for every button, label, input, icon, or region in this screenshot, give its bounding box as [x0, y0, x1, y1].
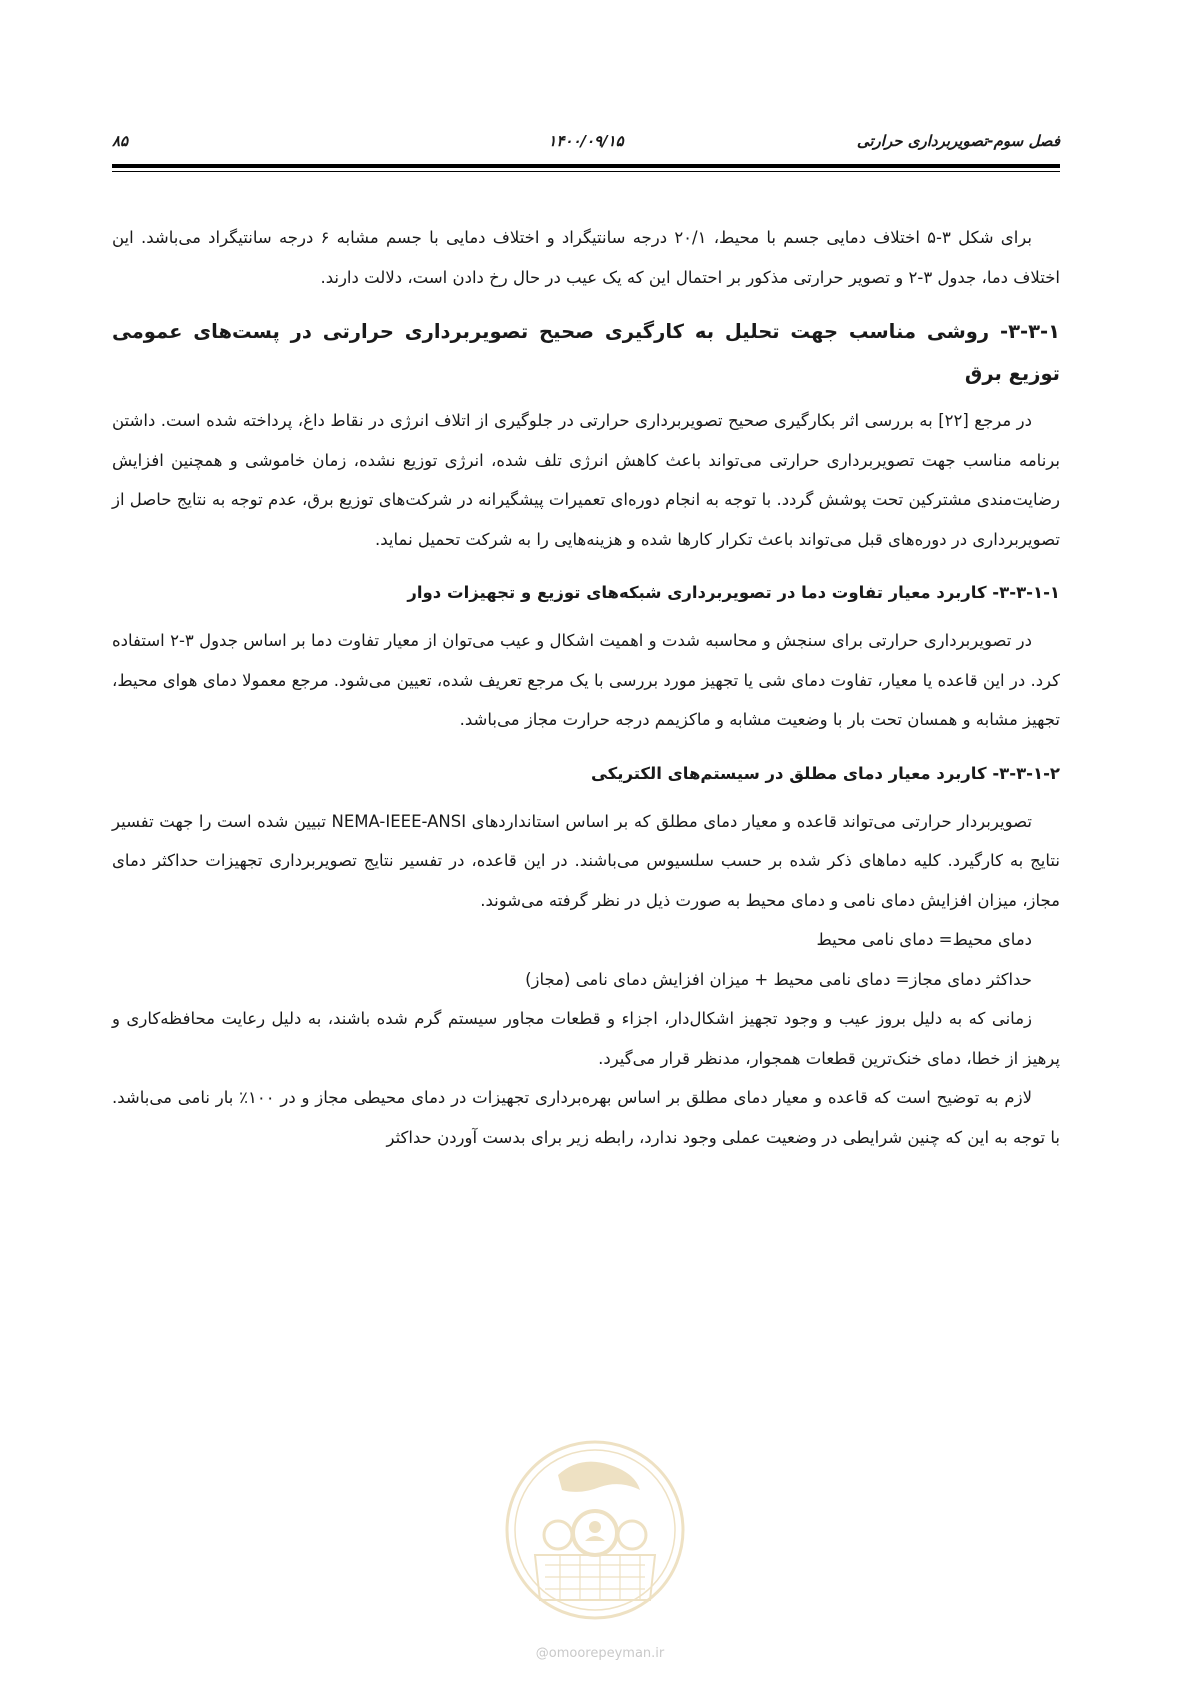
header-rule-thick — [112, 164, 1060, 168]
paragraph-absolute-temp: تصویربردار حرارتی می‌تواند قاعده و معیار دمای مطلق که بر اساس استانداردهای NEMA-IEEE-ANSI تبیین شده است را جهت تفسیر نتایج به کارگیرد. کلیه دماهای ذکر شده بر حسب سلسیوس می‌باشند. در این قاعده، در تفسیر نتایج تصویربرداری تجهیزات حداکثر دمای مجاز، میزان افزایش دمای نامی و دمای محیط به صورت ذیل در نظر گرفته می‌شوند. — [112, 811, 1060, 910]
paragraph-intro: برای شکل ۳-۵ اختلاف دمایی جسم با محیط، ۲۰/۱ درجه سانتیگراد و اختلاف دمایی با جسم مشابه ۶ درجه سانتیگراد می‌باشد. این اختلاف دما، جدول ۳-۲ و تصویر حرارتی مذکور بر احتمال این که یک عیب در حال رخ دادن است، دلالت دارند. — [112, 228, 1060, 287]
page-number: ۸۵ — [112, 132, 129, 150]
watermark-logo-seal — [500, 1435, 690, 1625]
paragraph-rated-load: لازم به توضیح است که قاعده و معیار دمای مطلق بر اساس بهره‌برداری تجهیزات در دمای محیطی مجاز و در ۱۰۰٪ بار نامی می‌باشد. با توجه به این که چنین شرایطی در وضعیت عملی وجود ندارد، رابطه زیر برای بدست آوردن حداکثر — [112, 1088, 1060, 1147]
subsection-heading-3-3-1-2: ۳-۳-۱-۲- کاربرد معیار دمای مطلق در سیستم‌های الکتریکی — [590, 763, 1060, 783]
paragraph-adjacent-parts: زمانی که به دلیل بروز عیب و وجود تجهیز اشکال‌دار، اجزاء و قطعات مجاور سیستم گرم شده باشند، به دلیل رعایت محافظه‌کاری و پرهیز از خطا، دمای خنک‌ترین قطعات همجوار، مدنظر قرار می‌گیرد. — [112, 1009, 1060, 1068]
paragraph-reference-22: در مرجع [۲۲] به بررسی اثر بکارگیری صحیح تصویربرداری حرارتی در جلوگیری از اتلاف انرژی در نقاط داغ، پرداخته شده است. داشتن برنامه مناسب جهت تصویربرداری حرارتی می‌تواند باعث کاهش انرژی تلف شده، انرژی توزیع نشده، زمان خاموشی و همچنین افزایش رضایت‌مندی مشترکین تحت پوشش گردد. با توجه به انجام دوره‌ای تعمیرات پیشگیرانه در شرکت‌های توزیع برق، عدم توجه به نتایج حاصل از تصویربرداری در دوره‌های قبل می‌تواند باعث تکرار کارها شده و هزینه‌هایی را به شرکت تحمیل نماید. — [112, 411, 1060, 549]
chapter-title: فصل سوم-تصویربرداری حرارتی — [856, 132, 1060, 150]
subsection-heading-3-3-1-1: ۳-۳-۱-۱- کاربرد معیار تفاوت دما در تصویربرداری شبکه‌های توزیع و تجهیزات دوار — [407, 583, 1060, 602]
paragraph-temp-difference: در تصویربرداری حرارتی برای سنجش و محاسبه شدت و اهمیت اشکال و عیب می‌توان از معیار تفاوت دما بر اساس جدول ۳-۲ استفاده کرد. در این قاعده یا معیار، تفاوت دمای شی یا تجهیز مورد بررسی با یک مرجع تعریف شده، تعیین می‌شود. مرجع معمولا دمای هوای محیط، تجهیز مشابه و همسان تحت بار با وضعیت مشابه و ماکزیمم درجه حرارت مجاز می‌باشد. — [112, 631, 1060, 729]
header-rule-thin — [112, 171, 1060, 172]
formula-max-allowed: حداکثر دمای مجاز= دمای نامی محیط + میزان افزایش دمای نامی (مجاز) — [525, 969, 1032, 989]
body-text — [112, 218, 1060, 1157]
section-heading-3-3-1: ۳-۳-۱- روشی مناسب جهت تحلیل به کارگیری صحیح تصویربرداری حرارتی در پست‌های عمومی توزیع برق — [112, 320, 1060, 385]
formula-ambient: دمای محیط= دمای نامی محیط — [816, 930, 1032, 949]
header-date: ۱۴۰۰/۰۹/۱۵ — [548, 132, 624, 150]
running-header — [112, 128, 1060, 152]
watermark-url: @omoorepeyman.ir — [535, 1646, 665, 1661]
